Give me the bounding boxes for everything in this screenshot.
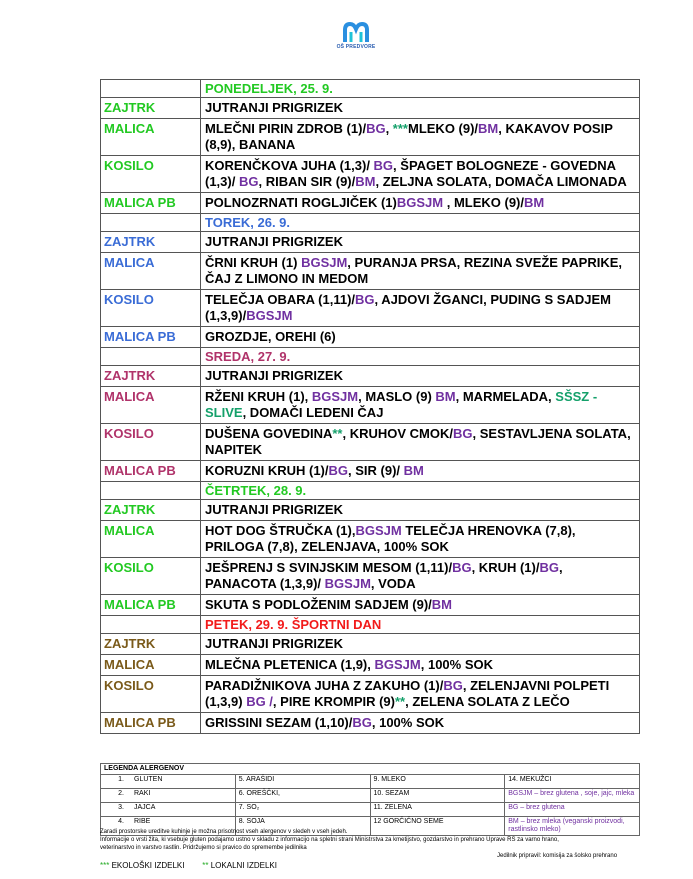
dish-text: , ŠPAGET BOLOGNEZE - GOVEDNA (1,3)/ <box>205 158 616 189</box>
dish-text: DUŠENA GOVEDINA <box>205 426 333 441</box>
diet-code: BM <box>431 597 453 612</box>
diet-code: BGSJM <box>396 195 444 210</box>
meal-name: MALICA <box>101 387 201 424</box>
diet-code: *** <box>392 121 408 136</box>
diet-code: BGSJM <box>301 255 348 270</box>
dish-text: , VODA <box>370 576 416 591</box>
local-marker: ** <box>202 861 209 870</box>
meal-row <box>101 290 640 327</box>
dish-text: KORUZNI KRUH (1)/ <box>205 463 329 478</box>
meal-name: MALICA <box>101 253 201 290</box>
legend-text: 6. OREŠČKI, <box>238 790 280 797</box>
legend-text: 9. MLEKO <box>373 776 406 783</box>
dish-text: , KAKAVOV POSIP (8,9), BANANA <box>205 121 613 152</box>
legend-cell <box>101 775 236 789</box>
meal-name: MALICA PB <box>101 713 201 734</box>
meal-items <box>201 387 640 424</box>
diet-code: BM <box>355 174 376 189</box>
legend-text: 11. ZELENA <box>373 804 412 811</box>
diet-code: BG <box>328 463 348 478</box>
diet-code: BGSJM <box>374 657 421 672</box>
dish-text: JUTRANJI PRIGRIZEK <box>205 234 343 249</box>
dish-text: , 100% SOK <box>371 715 445 730</box>
meal-row <box>101 366 640 387</box>
dish-text: , SIR (9)/ <box>348 463 404 478</box>
meal-row <box>101 595 640 616</box>
dish-text: , ZELENA SOLATA Z LEČO <box>405 694 570 709</box>
dish-text: , MARMELADA, <box>455 389 556 404</box>
diet-code: BG <box>355 292 375 307</box>
dish-text: HOT DOG ŠTRUČKA (1), <box>205 523 356 538</box>
school-logo <box>336 22 376 50</box>
meal-name: MALICA PB <box>101 461 201 482</box>
dish-text: TELEČJA HRENOVKA (7,8), PRILOGA (7,8), ZELENJAVA, 100% SOK <box>205 523 576 554</box>
dish-text: , RIBAN SIR (9)/ <box>258 174 356 189</box>
meal-items <box>201 713 640 734</box>
day-title: SREDA, 27. 9. <box>201 348 640 366</box>
meal-items <box>201 676 640 713</box>
dish-text: , MASLO (9) <box>358 389 436 404</box>
day-header-spacer <box>101 482 201 500</box>
weekly-menu-table <box>100 79 640 734</box>
diet-code: BGSJM <box>355 523 402 538</box>
meal-row <box>101 461 640 482</box>
eco-label: EKOLOŠKI IZDELKI <box>109 861 185 870</box>
logo-caption: OŠ PREDVORE <box>336 44 376 50</box>
dish-text: GROZDJE, OREHI (6) <box>205 329 336 344</box>
dish-text: JUTRANJI PRIGRIZEK <box>205 502 343 517</box>
legend-cell <box>505 803 640 817</box>
diet-code: BG <box>238 174 259 189</box>
meal-name: MALICA <box>101 655 201 676</box>
dish-text: , KRUH (1)/ <box>471 560 540 575</box>
diet-code: BM <box>403 463 424 478</box>
diet-code: ** <box>395 694 406 709</box>
meal-items <box>201 634 640 655</box>
meal-items <box>201 327 640 348</box>
dish-text: , PIRE KROMPIR (9) <box>272 694 395 709</box>
logo-icon <box>343 22 369 44</box>
meal-row <box>101 119 640 156</box>
allergen-legend <box>100 763 640 836</box>
legend-number: 2. <box>118 790 124 797</box>
diet-code: BG <box>452 560 472 575</box>
legend-text: 5. ARAŠIDI <box>238 776 275 783</box>
diet-code: BG <box>352 715 372 730</box>
meal-items <box>201 500 640 521</box>
diet-code: BG <box>453 426 473 441</box>
meal-items <box>201 98 640 119</box>
dish-text: MLEKO (9)/ <box>407 121 479 136</box>
day-header-row <box>101 214 640 232</box>
meal-row <box>101 327 640 348</box>
day-header-row <box>101 348 640 366</box>
meal-items <box>201 595 640 616</box>
legend-text: 12 GORČIČNO SEME <box>373 818 444 825</box>
legend-text: RAKI <box>134 790 151 797</box>
legend-row <box>101 803 640 817</box>
dish-text: , AJDOVI ŽGANCI, PUDING S SADJEM (1,3,9)/ <box>205 292 611 323</box>
legend-row <box>101 775 640 789</box>
meal-items <box>201 119 640 156</box>
meal-name: ZAJTRK <box>101 366 201 387</box>
meal-name: MALICA PB <box>101 193 201 214</box>
dish-text: GRISSINI SEZAM (1,10)/ <box>205 715 353 730</box>
legend-text: BM – brez mleka (veganski proizvodi, rastlinsko mleko) <box>508 818 625 833</box>
day-title: PETEK, 29. 9. ŠPORTNI DAN <box>201 616 640 634</box>
note-line: Informacije o vrsti žita, ki vsebuje gluten podajamo ustno v skladu z informacijo na spletni strani Ministrstva za kmetijstvo, gozdarstvo in prehrano Uprave RS za varno hrano, <box>100 837 559 843</box>
meal-name: ZAJTRK <box>101 232 201 253</box>
legend-number: 4. <box>118 818 124 825</box>
day-header-row <box>101 80 640 98</box>
notes <box>100 828 660 852</box>
meal-items <box>201 558 640 595</box>
day-header-spacer <box>101 214 201 232</box>
meal-row <box>101 655 640 676</box>
legend-title: LEGENDA ALERGENOV <box>101 764 640 775</box>
legend-row <box>101 789 640 803</box>
day-header-spacer <box>101 80 201 98</box>
meal-name: MALICA PB <box>101 595 201 616</box>
legend-cell <box>505 789 640 803</box>
eco-marker: *** <box>100 861 110 870</box>
diet-code: BGSJM <box>324 576 371 591</box>
meal-items <box>201 253 640 290</box>
legend-text: BGSJM – brez glutena , soje, jajc, mleka <box>508 790 635 797</box>
legend-cell <box>370 789 505 803</box>
meal-row <box>101 98 640 119</box>
diet-code: ** <box>332 426 343 441</box>
dish-text: , KRUHOV CMOK/ <box>342 426 453 441</box>
legend-text: 14. MEKUŽCI <box>508 776 552 783</box>
day-title: PONEDELJEK, 25. 9. <box>201 80 640 98</box>
diet-code: BM <box>435 389 456 404</box>
meal-items <box>201 156 640 193</box>
note-line: veterinarstvo in varstvo rastlin. Pridržujemo si pravico do spremembe jedilnika <box>100 845 307 851</box>
legend-cell <box>101 803 236 817</box>
meal-items <box>201 232 640 253</box>
dish-text: , MLEKO (9)/ <box>443 195 524 210</box>
meal-items <box>201 193 640 214</box>
day-header-spacer <box>101 348 201 366</box>
dish-text: TELEČJA OBARA (1,11)/ <box>205 292 356 307</box>
diet-code: BGSJM <box>311 389 359 404</box>
meal-name: MALICA PB <box>101 327 201 348</box>
meal-row <box>101 713 640 734</box>
day-header-spacer <box>101 616 201 634</box>
dish-text: JUTRANJI PRIGRIZEK <box>205 636 343 651</box>
meal-row <box>101 634 640 655</box>
legend-cell <box>235 789 370 803</box>
dish-text: POLNOZRNATI ROGLJIČEK (1) <box>205 195 397 210</box>
dish-text: , 100% SOK <box>420 657 493 672</box>
meal-row <box>101 193 640 214</box>
meal-items <box>201 655 640 676</box>
dish-text: JUTRANJI PRIGRIZEK <box>205 368 343 383</box>
meal-name: KOSILO <box>101 424 201 461</box>
dish-text: ČRNI KRUH (1) <box>205 255 302 270</box>
day-title: TOREK, 26. 9. <box>201 214 640 232</box>
dish-text: KORENČKOVA JUHA (1,3)/ <box>205 158 374 173</box>
meal-row <box>101 232 640 253</box>
meal-items <box>201 424 640 461</box>
meal-row <box>101 424 640 461</box>
meal-name: MALICA <box>101 119 201 156</box>
meal-row <box>101 521 640 558</box>
dish-text: PARADIŽNIKOVA JUHA Z ZAKUHO (1)/ <box>205 678 444 693</box>
legend-text: 7. SO₂ <box>238 804 260 811</box>
day-header-row <box>101 616 640 634</box>
diet-code: BM <box>524 195 545 210</box>
day-header-row <box>101 482 640 500</box>
legend-text: 10. SEZAM <box>373 790 410 797</box>
meal-name: KOSILO <box>101 676 201 713</box>
meal-row <box>101 156 640 193</box>
diet-code: BM <box>478 121 499 136</box>
meal-name: KOSILO <box>101 290 201 327</box>
meal-items <box>201 461 640 482</box>
meal-items <box>201 290 640 327</box>
diet-code: BG / <box>246 694 273 709</box>
meal-name: ZAJTRK <box>101 634 201 655</box>
dish-text: MLEČNI PIRIN ZDROB (1)/ <box>205 121 367 136</box>
legend-cell <box>101 789 236 803</box>
legend-cell <box>370 803 505 817</box>
diet-code: BG <box>366 121 386 136</box>
legend-text: RIBE <box>134 818 151 825</box>
note-line: Zaradi prostorske ureditve kuhinje je možna prisotnost vseh alergenov v sledeh v vseh jedeh. <box>100 829 348 835</box>
meal-name: KOSILO <box>101 156 201 193</box>
product-markers <box>100 861 277 870</box>
dish-text: MLEČNA PLETENICA (1,9), <box>205 657 375 672</box>
dish-text: , PANACOTA (1,3,9)/ <box>205 560 563 591</box>
legend-cell <box>235 803 370 817</box>
legend-cell <box>505 775 640 789</box>
dish-text: JEŠPRENJ S SVINJSKIM MESOM (1,11)/ <box>205 560 453 575</box>
day-title: ČETRTEK, 28. 9. <box>201 482 640 500</box>
diet-code: BG <box>539 560 559 575</box>
local-label: LOKALNI IZDELKI <box>208 861 277 870</box>
meal-items <box>201 521 640 558</box>
legend-text: GLUTEN <box>134 776 163 783</box>
meal-row <box>101 253 640 290</box>
menu-author: Jedilnik pripravil: komisija za šolsko prehrano <box>497 853 618 859</box>
meal-items <box>201 366 640 387</box>
diet-code: SŠSZ - SLIVE <box>205 389 598 420</box>
dish-text: JUTRANJI PRIGRIZEK <box>205 100 343 115</box>
legend-text: BG – brez glutena <box>508 804 565 811</box>
legend-text: JAJCA <box>134 804 156 811</box>
meal-row <box>101 500 640 521</box>
dish-text: , ZELJNA SOLATA, DOMAČA LIMONADA <box>375 174 627 189</box>
legend-text: 8. SOJA <box>238 818 265 825</box>
meal-row <box>101 558 640 595</box>
dish-text: , DOMAČI LEDENI ČAJ <box>242 405 384 420</box>
legend-cell <box>370 775 505 789</box>
meal-name: ZAJTRK <box>101 98 201 119</box>
diet-code: BG <box>443 678 463 693</box>
meal-row <box>101 676 640 713</box>
diet-code: BG <box>373 158 394 173</box>
diet-code: BGSJM <box>246 308 293 323</box>
legend-number: 3. <box>118 804 124 811</box>
meal-name: ZAJTRK <box>101 500 201 521</box>
legend-cell <box>235 775 370 789</box>
dish-text: SKUTA S PODLOŽENIM SADJEM (9)/ <box>205 597 432 612</box>
legend-number: 1. <box>118 776 124 783</box>
dish-text: , ZELENJAVNI POLPETI (1,3,9) <box>205 678 610 709</box>
meal-row <box>101 387 640 424</box>
meal-name: KOSILO <box>101 558 201 595</box>
dish-text: , PURANJA PRSA, REZINA SVEŽE PAPRIKE, ČAJ Z LIMONO IN MEDOM <box>205 255 623 286</box>
dish-text: , <box>385 121 393 136</box>
dish-text: , SESTAVLJENA SOLATA, NAPITEK <box>205 426 631 457</box>
dish-text: RŽENI KRUH (1), <box>205 389 312 404</box>
meal-name: MALICA <box>101 521 201 558</box>
